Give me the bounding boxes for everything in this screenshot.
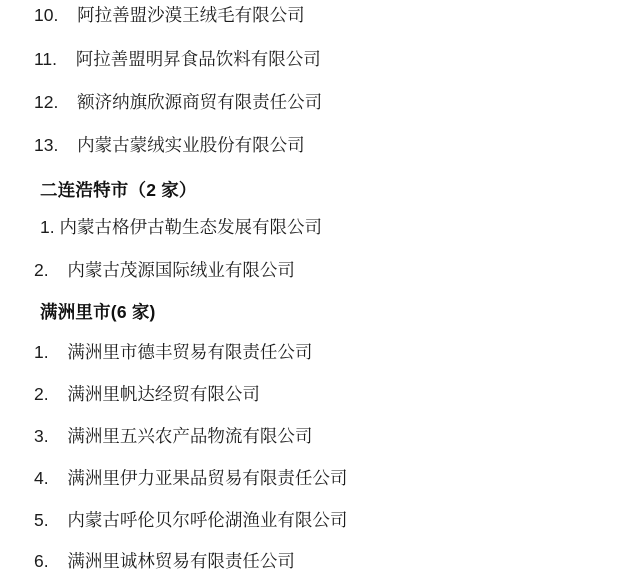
list-item: [34, 48, 321, 72]
list-item-number: 13.: [34, 135, 59, 155]
list-item-number: 5.: [34, 510, 49, 530]
list-item: [34, 509, 347, 533]
list-item-number: 10.: [34, 5, 59, 25]
list-item-number: 1.: [34, 342, 49, 362]
list-item-number: 6.: [34, 551, 49, 571]
list-item: [34, 91, 322, 115]
list-item: [34, 341, 312, 365]
section-heading-erlianhaote: 二连浩特市（2 家）: [40, 180, 197, 200]
list-item-label: 阿拉善盟明昇食品饮料有限公司: [75, 49, 321, 69]
list-item-label: 内蒙古蒙绒实业股份有限公司: [77, 135, 305, 155]
list-item-label: 满洲里伊力亚果品贸易有限责任公司: [67, 468, 348, 488]
list-item-number: 2.: [34, 260, 49, 280]
list-item-label: 满洲里诚林贸易有限责任公司: [67, 551, 295, 571]
list-item-number: 11.: [34, 49, 58, 69]
list-item: [34, 4, 305, 28]
list-item-number: 12.: [34, 92, 59, 112]
list-item-number: 3.: [34, 426, 49, 446]
list-item: [40, 216, 322, 240]
list-item: [34, 383, 260, 407]
list-item-label: 内蒙古格伊古勒生态发展有限公司: [59, 217, 322, 237]
list-item: [34, 259, 295, 283]
list-item: [34, 425, 312, 449]
list-item: [34, 467, 347, 491]
list-item-label: 内蒙古茂源国际绒业有限公司: [67, 260, 295, 280]
list-item-number: 4.: [34, 468, 49, 488]
list-item: [34, 134, 305, 158]
list-item-label: 满洲里市德丰贸易有限责任公司: [67, 342, 313, 362]
list-item: [34, 550, 295, 574]
list-item-number: 2.: [34, 384, 49, 404]
list-item-label: 阿拉善盟沙漠王绒毛有限公司: [77, 5, 305, 25]
list-item-number: 1.: [40, 217, 55, 237]
list-item-label: 内蒙古呼伦贝尔呼伦湖渔业有限公司: [67, 510, 348, 530]
list-item-label: 额济纳旗欣源商贸有限责任公司: [77, 92, 323, 112]
list-item-label: 满洲里帆达经贸有限公司: [67, 384, 260, 404]
section-heading-manzhouli: 满洲里市(6 家): [40, 302, 156, 322]
list-item-label: 满洲里五兴农产品物流有限公司: [67, 426, 313, 446]
